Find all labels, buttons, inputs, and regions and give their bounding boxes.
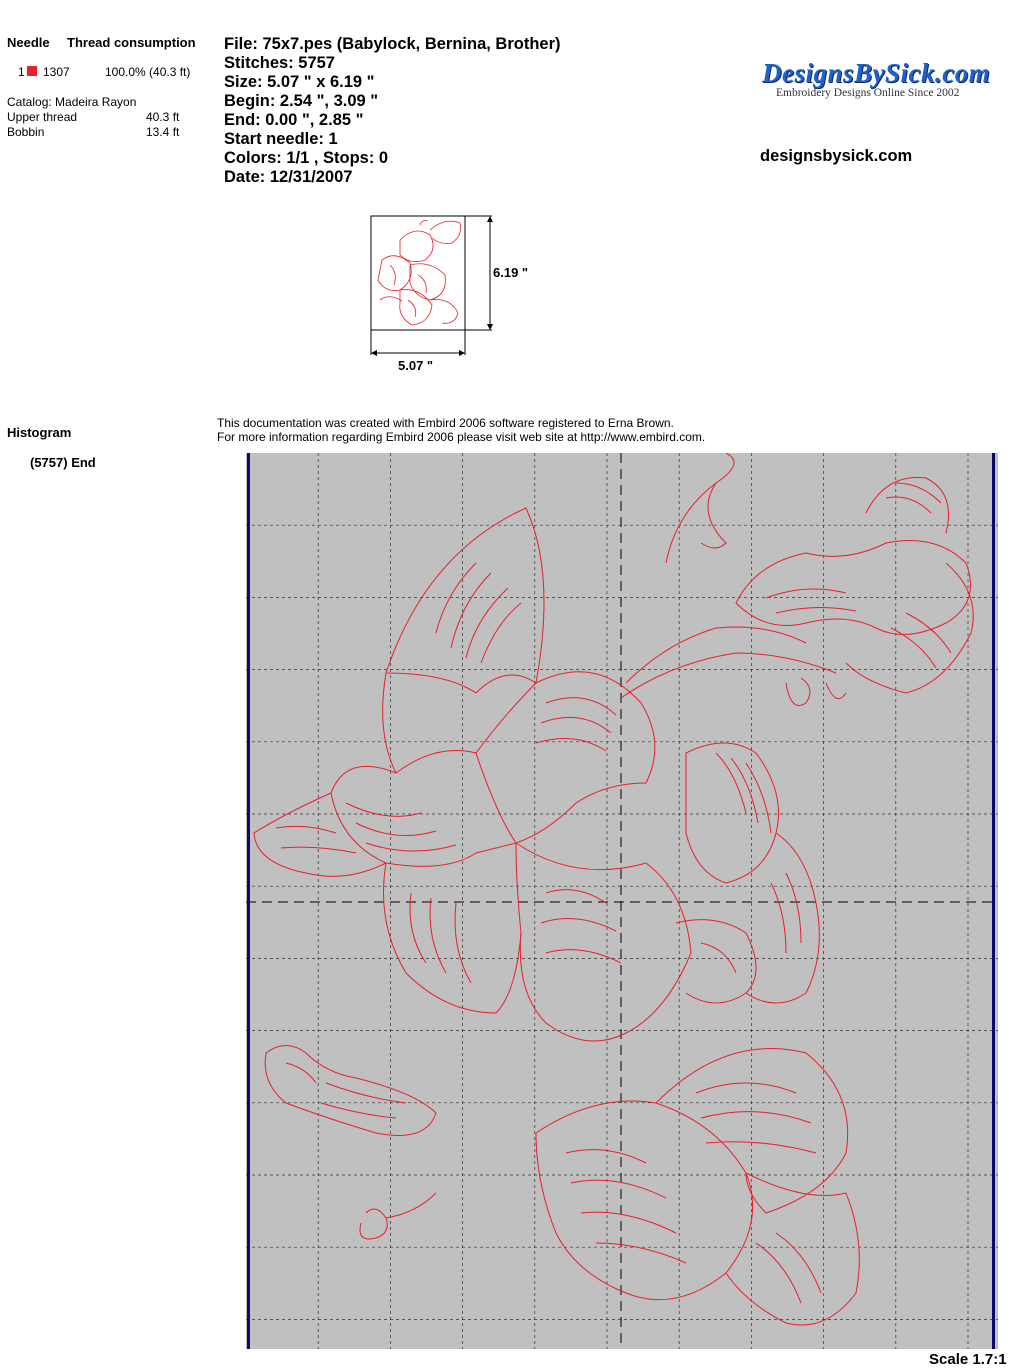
histogram-title: Histogram [7,425,72,440]
credits-line-2: For more information regarding Embird 2006 please visit web site at http://www.embird.com. [217,430,706,444]
height-dimension-label: 6.19 " [493,265,529,280]
file-name: File: 75x7.pes (Babylock, Bernina, Brother) [224,35,561,53]
hoop-view [246,453,998,1349]
design-date: Date: 12/31/2007 [224,168,353,186]
needle-header: Needle [7,35,50,50]
bobbin-value: 13.4 ft [146,125,180,139]
file-info-block [224,35,561,187]
design-size: Size: 5.07 " x 6.19 " [224,73,375,91]
width-dimension-label: 5.07 " [398,358,434,373]
needle-number: 1 [18,65,25,79]
scale-label: Scale 1.7:1 [929,1351,1007,1368]
upper-thread-label: Upper thread [7,110,78,124]
thread-color-swatch [27,66,37,76]
hoop-canvas [246,453,998,1349]
histogram-entry: (5757) End [30,455,96,470]
thread-catalog: Catalog: Madeira Rayon [7,95,137,109]
upper-thread-value: 40.3 ft [146,110,180,124]
start-needle: Start needle: 1 [224,130,338,148]
colors-stops: Colors: 1/1 , Stops: 0 [224,149,389,167]
thread-consumption-value: 100.0% (40.3 ft) [105,65,191,79]
begin-position: Begin: 2.54 ", 3.09 " [224,92,379,110]
site-logo: DesignsBySick.com [762,58,991,88]
hoop-left-edge [247,453,250,1349]
stitch-count: Stitches: 5757 [224,54,335,72]
bobbin-label: Bobbin [7,125,45,139]
hoop-right-edge [992,453,995,1349]
thread-code: 1307 [43,65,70,79]
end-position: End: 0.00 ", 2.85 " [224,111,364,129]
site-url: designsbysick.com [760,147,913,165]
credits-line-1: This documentation was created with Embird 2006 software registered to Erna Brown. [217,416,674,430]
preview-thumbnail [360,205,550,385]
thread-consumption-header: Thread consumption [67,35,196,50]
logo-tagline: Embroidery Designs Online Since 2002 [776,87,960,99]
